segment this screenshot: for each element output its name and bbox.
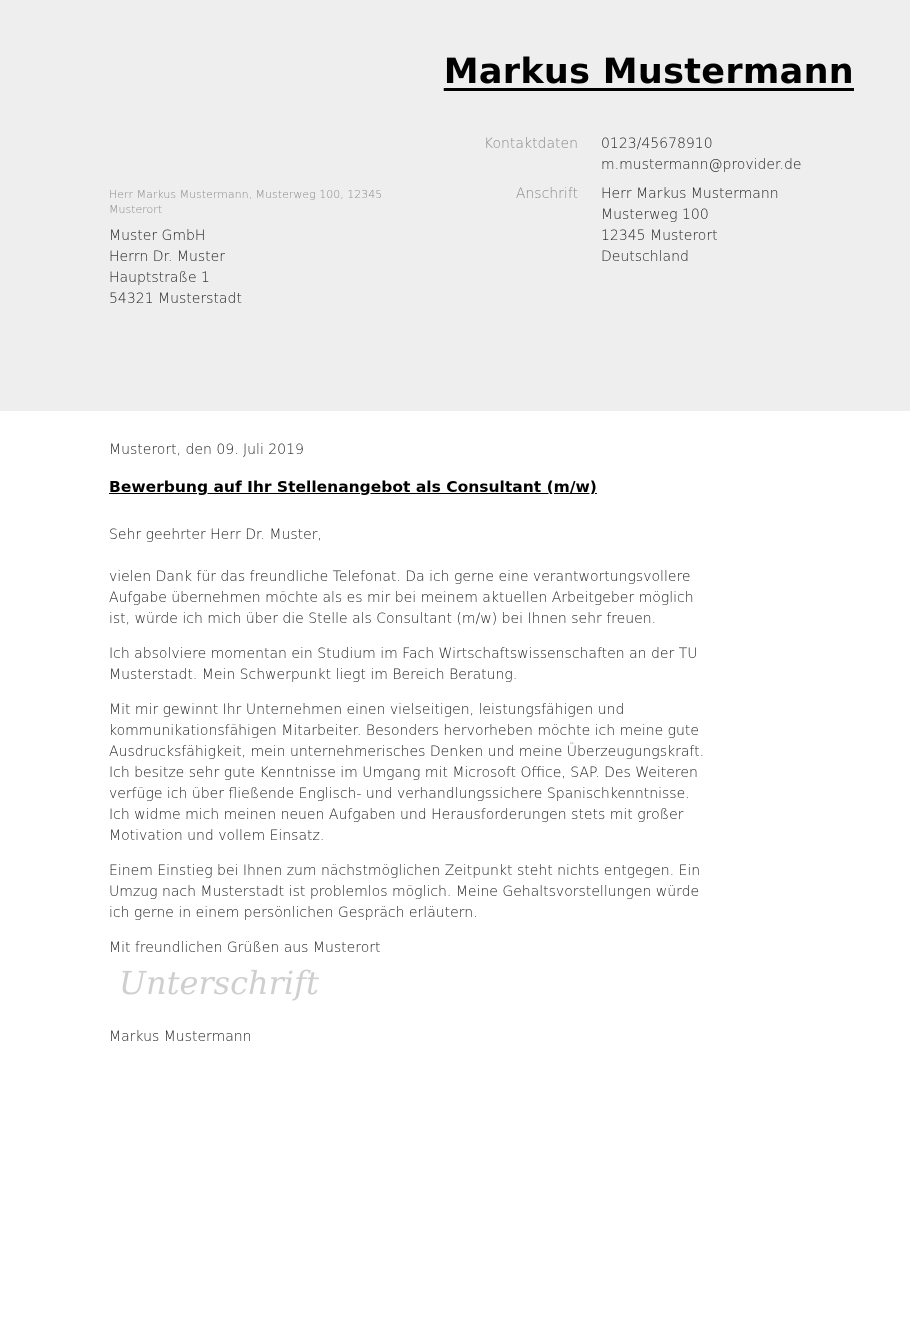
address-line: Musterweg 100 (601, 207, 709, 223)
signer-name: Markus Mustermann (109, 1029, 252, 1045)
paragraph: Mit mir gewinnt Ihr Unternehmen einen vielseitigen, leistungsfähigen und kommunikationsfähigen Mitarbeiter. Besonders hervorheben möchte ich meine gute Ausdrucksfähigkeit, mein unternehmerisches Denken und meine Überzeugungskraft. Ich besitze sehr gute Kenntnisse im Umgang mit Microsoft Office, SAP. Des Weiteren verfüge ich über fließende Englisch- und verhandlungssichere Spanischkenntnisse. Ich widme mich meinen neuen Aufgaben und Herausforderungen stets mit großer Motivation und vollem Einsatz. (109, 702, 705, 844)
address-line: 12345 Musterort (601, 228, 718, 244)
signature: Unterschrift (119, 964, 319, 1002)
address-line: Herr Markus Mustermann (601, 186, 779, 202)
paragraph: vielen Dank für das freundliche Telefonat. Da ich gerne eine verantwortungsvollere Aufgabe übernehmen möchte als es mir bei meinem aktuellen Arbeitgeber möglich ist, würde ich mich über die Stelle als Consultant (m/w) bei Ihnen sehr freuen. (109, 569, 694, 627)
applicant-name: Markus Mustermann (443, 52, 854, 92)
closing: Mit freundlichen Grüßen aus Musterort (109, 940, 381, 956)
recipient-line: Hauptstraße 1 (109, 270, 210, 286)
letter-subject: Bewerbung auf Ihr Stellenangebot als Consultant (m/w) (109, 478, 597, 496)
recipient-line: Herrn Dr. Muster (109, 249, 225, 265)
address-row (400, 184, 880, 268)
greeting: Sehr geehrter Herr Dr. Muster, (109, 527, 322, 543)
contact-row (400, 134, 880, 176)
paragraph: Einem Einstieg bei Ihnen zum nächstmöglichen Zeitpunkt steht nichts entgegen. Ein Umzug nach Musterstadt ist problemlos möglich. Meine Gehaltsvorstellungen würde ich gerne in einem persönlichen Gespräch erläutern. (109, 863, 701, 921)
phone: 0123/45678910 (601, 136, 713, 152)
recipient-line: Muster GmbH (109, 228, 206, 244)
letter-body (109, 440, 709, 1048)
contact-label: Kontaktdaten (483, 136, 578, 152)
recipient-line: 54321 Musterstadt (109, 291, 242, 307)
email: m.mustermann@provider.de (601, 157, 802, 173)
letter-header (0, 0, 910, 411)
letter-date: Musterort, den 09. Juli 2019 (109, 442, 304, 458)
contact-info (400, 134, 880, 276)
paragraph: Ich absolviere momentan ein Studium im Fach Wirtschaftswissenschaften an der TU Musterstadt. Mein Schwerpunkt liegt im Bereich Beratung. (109, 646, 698, 683)
recipient-address (109, 226, 242, 310)
sender-return-line: Herr Markus Mustermann, Musterweg 100, 12345 Musterort (109, 188, 383, 216)
address-line: Deutschland (601, 249, 689, 265)
address-label: Anschrift (515, 186, 578, 202)
